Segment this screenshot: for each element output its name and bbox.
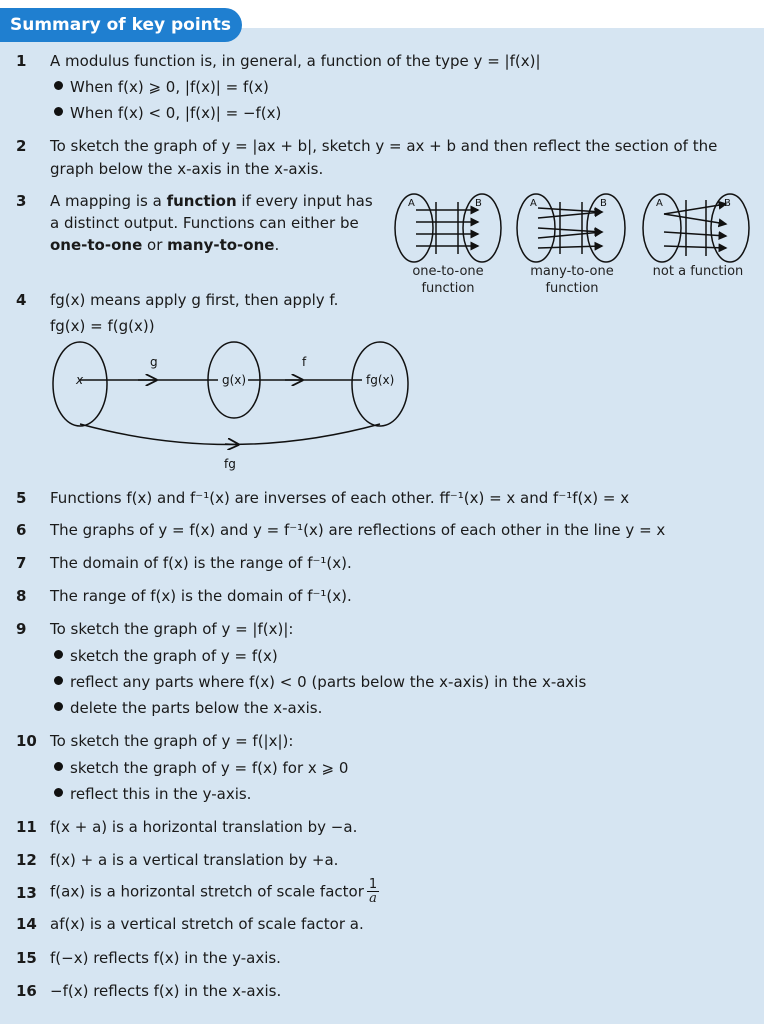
- item-text: A mapping is a function if every input has: [50, 192, 373, 210]
- item-text: The domain of f(x) is the range of f⁻¹(x).: [50, 554, 352, 572]
- bold-term: one-to-one: [50, 236, 143, 254]
- bullet-text: When f(x) < 0, |f(x)| = −f(x): [70, 104, 282, 122]
- caption-many-to-one: many-to-one function: [530, 264, 614, 296]
- bullet-icon: [52, 697, 64, 709]
- item-number: 10: [16, 732, 37, 750]
- bullet-icon: [52, 645, 64, 657]
- item-number: 7: [16, 554, 27, 572]
- arrow-label-fg: fg: [224, 457, 236, 471]
- item-number: 12: [16, 851, 37, 869]
- item-number: 8: [16, 587, 27, 605]
- item-number: 5: [16, 489, 27, 507]
- item-number: 11: [16, 818, 37, 836]
- item-number: 13: [16, 884, 37, 902]
- node-gx: g(x): [222, 373, 247, 387]
- bullet-icon: [52, 102, 64, 114]
- set-label-a: A: [408, 198, 415, 209]
- mapping-diagrams: [390, 188, 760, 268]
- arrow-label-f: f: [302, 355, 307, 369]
- item-number: 2: [16, 137, 27, 155]
- bullet-icon: [52, 76, 64, 88]
- item-text: To sketch the graph of y = f(|x|):: [50, 732, 294, 750]
- item-text: −f(x) reflects f(x) in the x-axis.: [50, 982, 282, 1000]
- bullet-text: reflect any parts where f(x) < 0 (parts below the x-axis) in the x-axis: [70, 673, 587, 691]
- item-number: 15: [16, 949, 37, 967]
- item-text: a distinct output. Functions can either be: [50, 214, 359, 232]
- bold-term: many-to-one: [167, 236, 275, 254]
- set-b-ellipse: [463, 194, 501, 262]
- node-fgx: fg(x): [366, 373, 395, 387]
- item-number: 3: [16, 192, 27, 210]
- bullet-text: sketch the graph of y = f(x): [70, 647, 278, 665]
- caption-one-to-one: one-to-one function: [412, 264, 484, 296]
- bullet-text: sketch the graph of y = f(x) for x ⩾ 0: [70, 759, 349, 777]
- item-text: To sketch the graph of y = |ax + b|, sketch y = ax + b and then reflect the section of the: [50, 137, 718, 155]
- set-label-b: B: [475, 198, 482, 209]
- item-text: To sketch the graph of y = |f(x)|:: [50, 620, 294, 638]
- composite-function-diagram: [40, 340, 420, 475]
- item-number: 14: [16, 915, 37, 933]
- item-text: f(−x) reflects f(x) in the y-axis.: [50, 949, 281, 967]
- section-header: Summary of key points: [0, 8, 242, 42]
- item-number: 1: [16, 52, 27, 70]
- bullet-icon: [52, 757, 64, 769]
- item-text: The graphs of y = f(x) and y = f⁻¹(x) are reflections of each other in the line y = x: [50, 521, 666, 539]
- bold-term: function: [166, 192, 237, 210]
- bullet-icon: [52, 783, 64, 795]
- node-x: x: [76, 373, 84, 387]
- item-number: 9: [16, 620, 27, 638]
- item-text: Functions f(x) and f⁻¹(x) are inverses of each other. ff⁻¹(x) = x and f⁻¹f(x) = x: [50, 489, 630, 507]
- item-text: graph below the x-axis in the x-axis.: [50, 160, 324, 178]
- caption-not-a-function: not a function: [652, 264, 744, 279]
- item-number: 4: [16, 291, 27, 309]
- fraction: $\frac{1}{a}$: [368, 877, 378, 906]
- bullet-text: delete the parts below the x-axis.: [70, 699, 323, 717]
- set-label-b: B: [724, 198, 731, 209]
- item-text: f(x) + a is a vertical translation by +a.: [50, 851, 339, 869]
- item-number: 6: [16, 521, 27, 539]
- item-text: The range of f(x) is the domain of f⁻¹(x).: [50, 587, 352, 605]
- item-text: one-to-one or many-to-one.: [50, 236, 280, 254]
- set-label-b: B: [600, 198, 607, 209]
- item-text: fg(x) means apply g first, then apply f.: [50, 291, 339, 309]
- arrow-label-g: g: [150, 355, 158, 369]
- item-number: 16: [16, 982, 37, 1000]
- set-label-a: A: [530, 198, 537, 209]
- item-text: f(ax) is a horizontal stretch of scale factor $\frac{1}{a}$: [50, 877, 378, 906]
- item-text: fg(x) = f(g(x)): [50, 317, 155, 335]
- item-text: f(x + a) is a horizontal translation by −a.: [50, 818, 358, 836]
- set-label-a: A: [656, 198, 663, 209]
- item-text: af(x) is a vertical stretch of scale factor a.: [50, 915, 364, 933]
- item-text: A modulus function is, in general, a function of the type y = |f(x)|: [50, 52, 541, 70]
- bullet-icon: [52, 671, 64, 683]
- bullet-text: reflect this in the y-axis.: [70, 785, 252, 803]
- bullet-text: When f(x) ⩾ 0, |f(x)| = f(x): [70, 78, 269, 96]
